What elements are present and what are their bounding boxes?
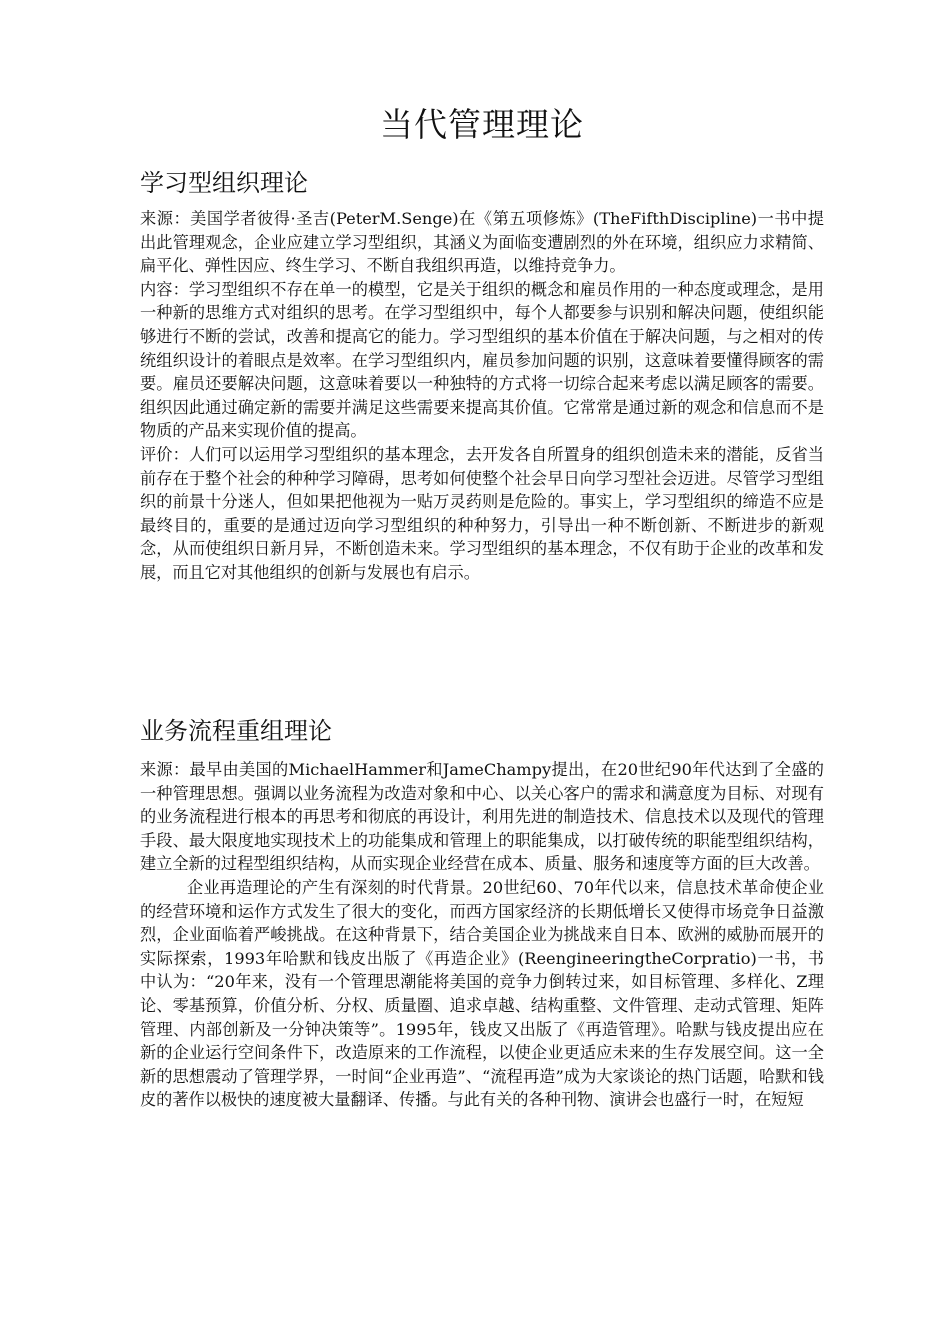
paragraph-evaluation: 评价：人们可以运用学习型组织的基本理念，去开发各自所置身的组织创造未来的潜能，反省当前存在于整个社会的种种学习障碍，思考如何使整个社会早日向学习型社会迈进。尽管学习型组织的前景十分迷人，但如果把他视为一贴万灵药则是危险的。事实上，学习型组织的缔造不应是最终目的，重要的是通过迈向学习型组织的种种努力，引导出一种不断创新、不断进步的新观念，从而使组织日新月异，不断创造未来。学习型组织的基本理念，不仅有助于企业的改革和发展，而且它对其他组织的创新与发展也有启示。 <box>140 444 824 582</box>
paragraph-background: 企业再造理论的产生有深刻的时代背景。20世纪60、70年代以来，信息技术革命使企业的经营环境和运作方式发生了很大的变化，而西方国家经济的长期低增长又使得市场竞争日益激烈，企业面临着严峻挑战。在这种背景下，结合美国企业为挑战来自日本、欧洲的威胁而展开的实际探索，1993年哈默和钱皮出版了《再造企业》(ReengineeringtheCorpratio)一书，书中认为：“20年来，没有一个管理思潮能将美国的竞争力倒转过来，如目标管理、多样化、Z理论、零基预算，价值分析、分权、质量圈、追求卓越、结构重整、文件管理、走动式管理、矩阵管理、内部创新及一分钟决策等”。1995年，钱皮又出版了《再造管理》。哈默与钱皮提出应在新的企业运行空间条件下，改造原来的工作流程，以使企业更适应未来的生存发展空间。这一全新的思想震动了管理学界，一时间“企业再造”、“流程再造”成为大家谈论的热门话题，哈默和钱皮的著作以极快的速度被大量翻译、传播。与此有关的各种刊物、演讲会也盛行一时，在短短 <box>140 877 824 1110</box>
paragraph-content: 内容：学习型组织不存在单一的模型，它是关于组织的概念和雇员作用的一种态度或理念，是用一种新的思维方式对组织的思考。在学习型组织中，每个人都要参与识别和解决问题，使组织能够进行不断的尝试，改善和提高它的能力。学习型组织的基本价值在于解决问题，与之相对的传统组织设计的着眼点是效率。在学习型组织内，雇员参加问题的识别，这意味着要懂得顾客的需要。雇员还要解决问题，这意味着要以一种独特的方式将一切综合起来考虑以满足顾客的需要。组织因此通过确定新的需要并满足这些需要来提高其价值。它常常是通过新的观念和信息而不是物质的产品来实现价值的提高。 <box>140 279 824 441</box>
section-heading-learning-organization: 学习型组织理论 <box>140 169 308 197</box>
section-body-business-process-reengineering <box>140 758 824 1112</box>
document-title: 当代管理理论 <box>380 105 584 144</box>
section-body-learning-organization <box>140 207 824 585</box>
paragraph-source: 来源：最早由美国的MichaelHammer和JameChampy提出，在20世纪90年代达到了全盛的一种管理思想。强调以业务流程为改造对象和中心、以关心客户的需求和满意度为目标、对现有的业务流程进行根本的再思考和彻底的再设计，利用先进的制造技术、信息技术以及现代的管理手段、最大限度地实现技术上的功能集成和管理上的职能集成，以打破传统的职能型组织结构，建立全新的过程型组织结构，从而实现企业经营在成本、质量、服务和速度等方面的巨大改善。 <box>140 760 824 874</box>
section-heading-business-process-reengineering: 业务流程重组理论 <box>140 717 332 745</box>
paragraph-source: 来源：美国学者彼得·圣吉(PeterM.Senge)在《第五项修炼》(TheFifthDiscipline)一书中提出此管理观念，企业应建立学习型组织，其涵义为面临变遭剧烈的外在环境，组织应力求精简、扁平化、弹性因应、终生学习、不断自我组织再造，以维持竞争力。 <box>140 209 824 276</box>
